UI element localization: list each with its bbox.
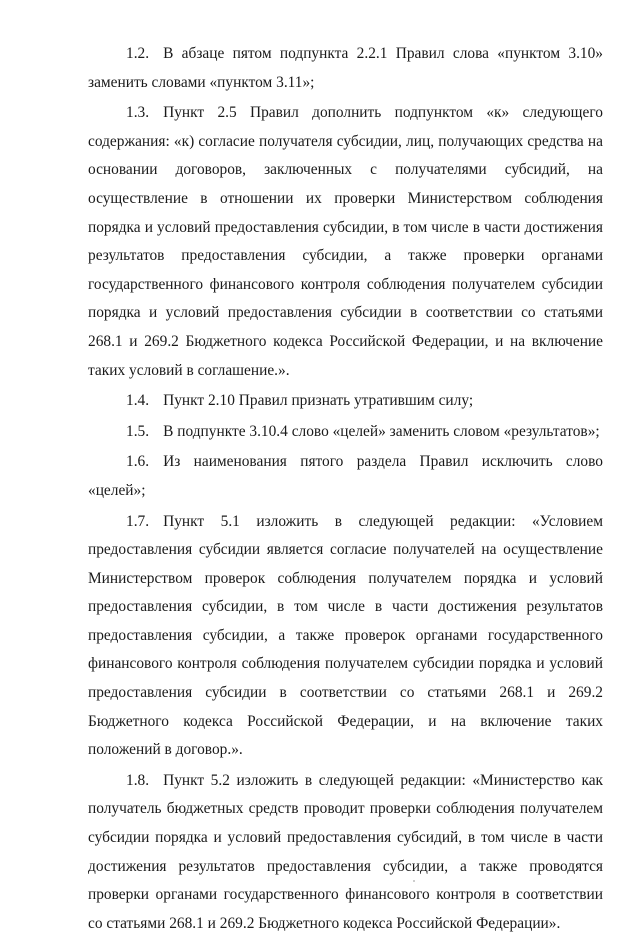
paragraph-1-3 xyxy=(88,99,603,385)
paragraph-number: 1.5. xyxy=(126,422,150,440)
paragraph-1-8 xyxy=(88,767,603,939)
paragraph-1-4 xyxy=(88,387,603,416)
paragraph-1-7 xyxy=(88,508,603,765)
paragraph-text: В абзаце пятом подпункта 2.2.1 Правил слова «пунктом 3.10» заменить словами «пунктом 3.11»; xyxy=(88,45,603,91)
paragraph-number: 1.2. xyxy=(126,45,150,62)
paragraph-number: 1.8. xyxy=(126,771,150,789)
paragraph-number: 1.4. xyxy=(126,392,150,410)
paragraph-text: Пункт 5.1 изложить в следующей редакции: «Условием предоставления субсидии является согласие получателей на осуществление Министерством проверок соблюдения получателем порядка и условий предоставления субсидии, в том числе в части достижения результатов предоставления субсидии, а также проверок органами государственного финансового контроля соблюдения получателем субсидии порядка и условий предоставления субсидии в соответствии со статьями 268.1 и 269.2 Бюджетного кодекса Российской Федерации, и на включение таких положений в договор.». xyxy=(88,512,603,759)
paragraph-text: Из наименования пятого раздела Правил исключить слово «целей»; xyxy=(88,453,603,499)
paragraph-number: 1.7. xyxy=(126,512,150,530)
paragraph-text: Пункт 2.10 Правил признать утратившим силу; xyxy=(163,392,474,410)
paragraph-1-6 xyxy=(88,448,603,505)
paragraph-number: 1.6. xyxy=(126,453,150,471)
paragraph-text: В подпункте 3.10.4 слово «целей» заменить словом «результатов»; xyxy=(163,422,600,440)
scan-speck xyxy=(413,880,415,882)
paragraph-1-2 xyxy=(88,40,603,97)
document-body xyxy=(88,40,603,940)
paragraph-1-5 xyxy=(88,418,603,447)
paragraph-text: Пункт 2.5 Правил дополнить подпунктом «к» следующего содержания: «к) согласие получателя субсидии, лиц, получающих средства на основании договоров, заключенных с получателями субсидий, на осуществление в отношении их проверки Министерством соблюдения порядка и условий предоставления субсидии, в том числе в части достижения результатов предоставления субсидии, а также проверки органами государственного финансового контроля соблюдения получателем субсидии порядка и условий предоставления субсидии в соответствии со статьями 268.1 и 269.2 Бюджетного кодекса Российской Федерации, и на включение таких условий в соглашение.». xyxy=(88,104,603,379)
paragraph-text: Пункт 5.2 изложить в следующей редакции: «Министерство как получатель бюджетных средств проводит проверки соблюдения получателем субсидии порядка и условий предоставления субсидий, в том числе в части достижения результатов предоставления субсидии, а также проводятся проверки органами государственного финансового контроля в соответствии со статьями 268.1 и 269.2 Бюджетного кодекса Российской Федерации». xyxy=(88,771,603,932)
paragraph-number: 1.3. xyxy=(126,104,150,122)
